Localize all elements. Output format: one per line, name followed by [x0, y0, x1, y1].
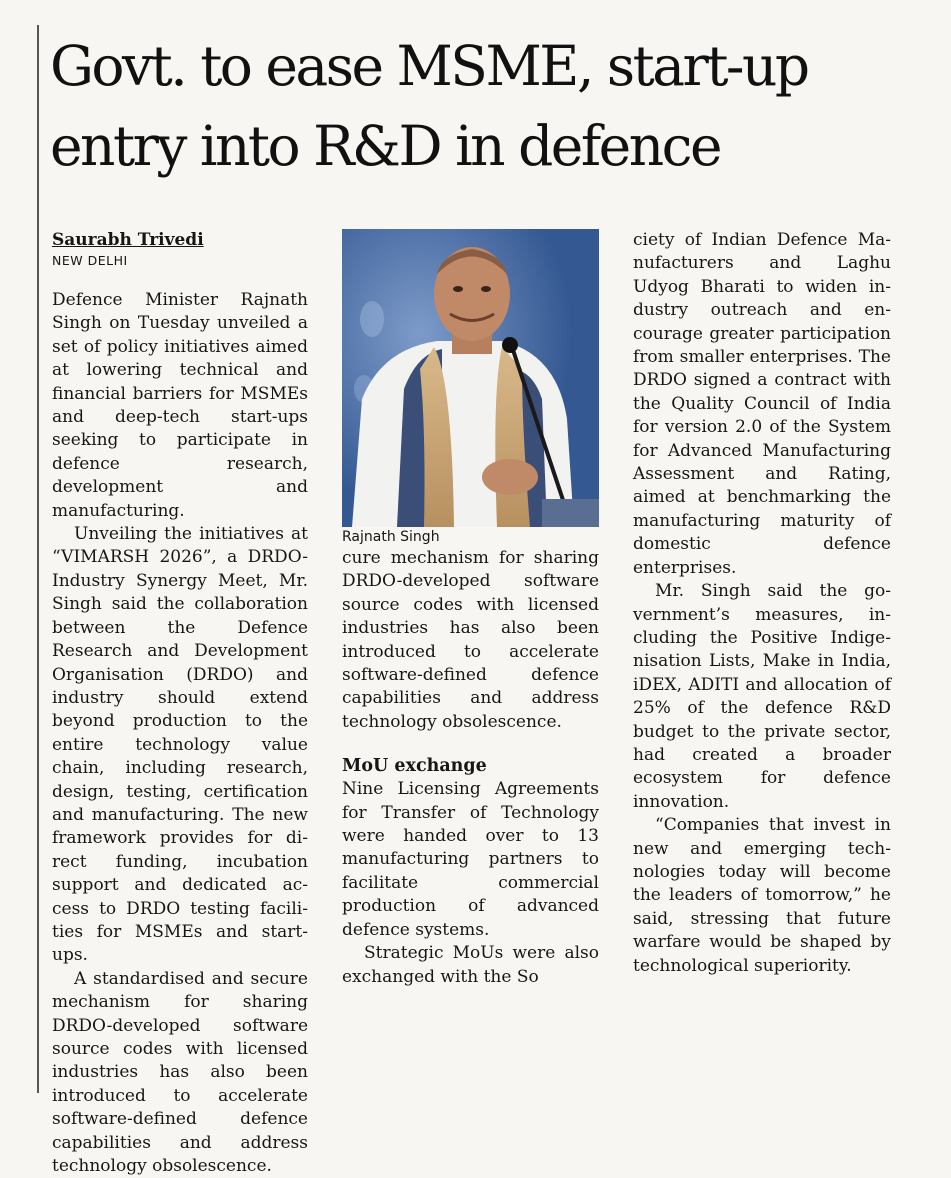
subhead-mou-exchange: MoU exchange [342, 756, 487, 777]
paragraph-5-continued: ciety of Indian Defence Manufacturers and Laghu Udyog Bharati to widen industry outreach and encourage greater participation from smaller enterprises. The DRDO signed a contract with the Quality Council of India for version 2.0 of the System for Advanced Manufacturing Assessment and Rating, aimed at benchmarking the manufacturing maturity of domestic defence enterprises. [633, 230, 891, 578]
paragraph-2: Unveiling the initiatives at “VIMARSH 2026”, a DRDO-Industry Synergy Meet, Mr. Singh said the collaboration between the Defence Research and Development Organisation (DRDO) and industry should extend beyond production to the entire technology value chain, including research, design, testing, certification and manufacturing. The new framework provides for direct funding, incubation support and dedicated access to DRDO testing facilities for MSMEs and start-ups. [52, 524, 308, 966]
paragraph-4: Nine Licensing Agreements for Transfer of Technology were handed over to 13 manufacturing partners to facilitate commercial production of advanced defence systems. [342, 779, 599, 940]
paragraph-5: Strategic MoUs were also exchanged with the So [342, 943, 599, 987]
byline-author: Saurabh Trivedi [52, 230, 204, 250]
portrait-illustration [342, 229, 599, 527]
paragraph-7: “Companies that invest in new and emerging technologies today will become the leaders of tomorrow,” he said, stressing that future warfare would be shaped by technological superiority. [633, 815, 891, 976]
headline [50, 26, 930, 186]
paragraph-6: Mr. Singh said the government’s measures, including the Positive Indigenisation Lists, Make in India, iDEX, ADITI and allocation of 25% of the defence R&D budget to the private sector, had created a broader ecosystem for defence innovation. [633, 581, 891, 812]
paragraph-1: Defence Minister Rajnath Singh on Tuesday unveiled a set of policy initiatives aimed at lowering technical and financial barriers for MSMEs and deep-tech start-ups seeking to participate in defence research, development and manufacturing. [52, 290, 308, 521]
column-1 [52, 229, 308, 1178]
column-2 [342, 229, 599, 989]
dateline: NEW DELHI [52, 253, 128, 268]
headline-line-1: Govt. to ease MSME, start-up [50, 34, 808, 98]
photo-rajnath-singh [342, 229, 599, 527]
paragraph-3-continued: cure mechanism for sharing DRDO-developed software source codes with licensed industries has also been introduced to accelerate software-defined defence capabilities and address technology obsolescence. [342, 548, 599, 732]
column-3 [633, 229, 891, 978]
headline-line-2: entry into R&D in defence [50, 114, 721, 178]
column-rule [37, 25, 39, 1093]
paragraph-3: A standardised and secure mechanism for sharing DRDO-developed software source codes with licensed industries has also been introduced to accelerate software-defined defence capabilities and address technology obsolescence. [52, 968, 308, 1177]
photo-caption: Rajnath Singh [342, 529, 440, 545]
